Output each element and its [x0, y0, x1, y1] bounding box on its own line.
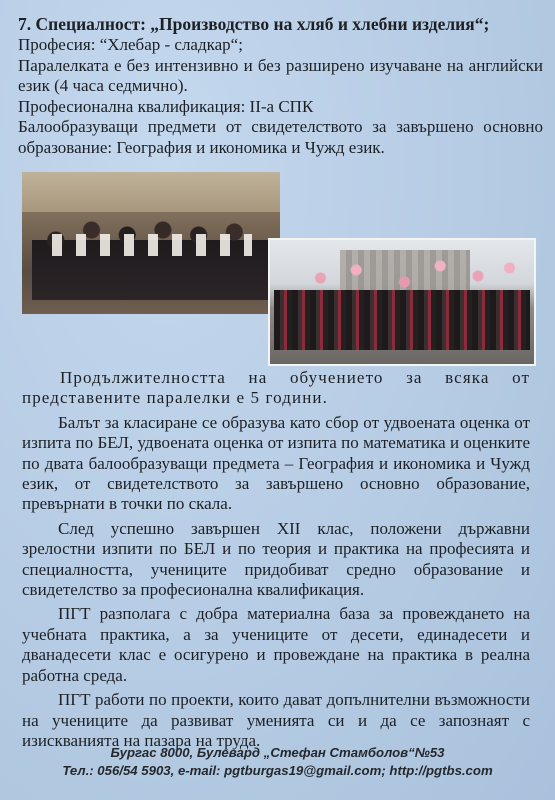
specialty-section	[18, 14, 543, 158]
specialty-heading: 7. Специалност: „Производство на хляб и хлебни изделия“;	[18, 14, 490, 34]
contact-footer	[0, 744, 555, 780]
projects-paragraph: ПГТ работи по проекти, които дават допълнителни възможности на учениците да развиват уменията си и да се запознаят с изискванията на пазара на труда.	[22, 690, 530, 750]
graduation-paragraph: След успешно завършен XII клас, положени държавни зрелостни изпити по БЕЛ и по теория и практика на професията и специалността, учениците придобиват средно образование и свидетелство за професионална квалификация.	[22, 518, 530, 600]
contacts-line: Тел.: 056/54 5903, e-mail: pgtburgas19@gmail.com; http://pgtbs.com	[62, 763, 493, 778]
class-info: Паралелката е без интензивно и без разширено изучаване на английски език (4 часа седмично).	[18, 55, 543, 95]
admission-score-paragraph: Балът за класиране се образува като сбор от удвоената оценка от изпита по БЕЛ, удвоената оценка от изпита по математика и оценките по двата балообразуващи предмета – География и икономика и Чужд език, от свидетелството за завършено основно образование, превърнати в точки по скала.	[22, 412, 530, 514]
scoring-subjects: Балообразуващи предмети от свидетелството за завършено основно образование: География и икономика и Чужд език.	[18, 117, 543, 157]
info-body	[22, 368, 530, 755]
students-with-balloons-photo	[268, 238, 536, 366]
qualification-line: Професионална квалификация: II-а СПК	[18, 96, 314, 116]
profession-line: Професия: “Хлебар - сладкар“;	[18, 35, 243, 54]
address-line: Бургас 8000, Булевард „Стефан Стамболов“№53	[110, 745, 445, 760]
duration-paragraph: Продължителността на обучението за всяка от представените паралелки е 5 години.	[22, 368, 530, 408]
students-with-certificates-photo	[22, 172, 280, 314]
facilities-paragraph: ПГТ разполага с добра материална база за провеждането на учебната практика, а за учениците от десети, единадесети и дванадесети клас е осигурено и провеждане на практика в реална работна среда.	[22, 604, 530, 685]
